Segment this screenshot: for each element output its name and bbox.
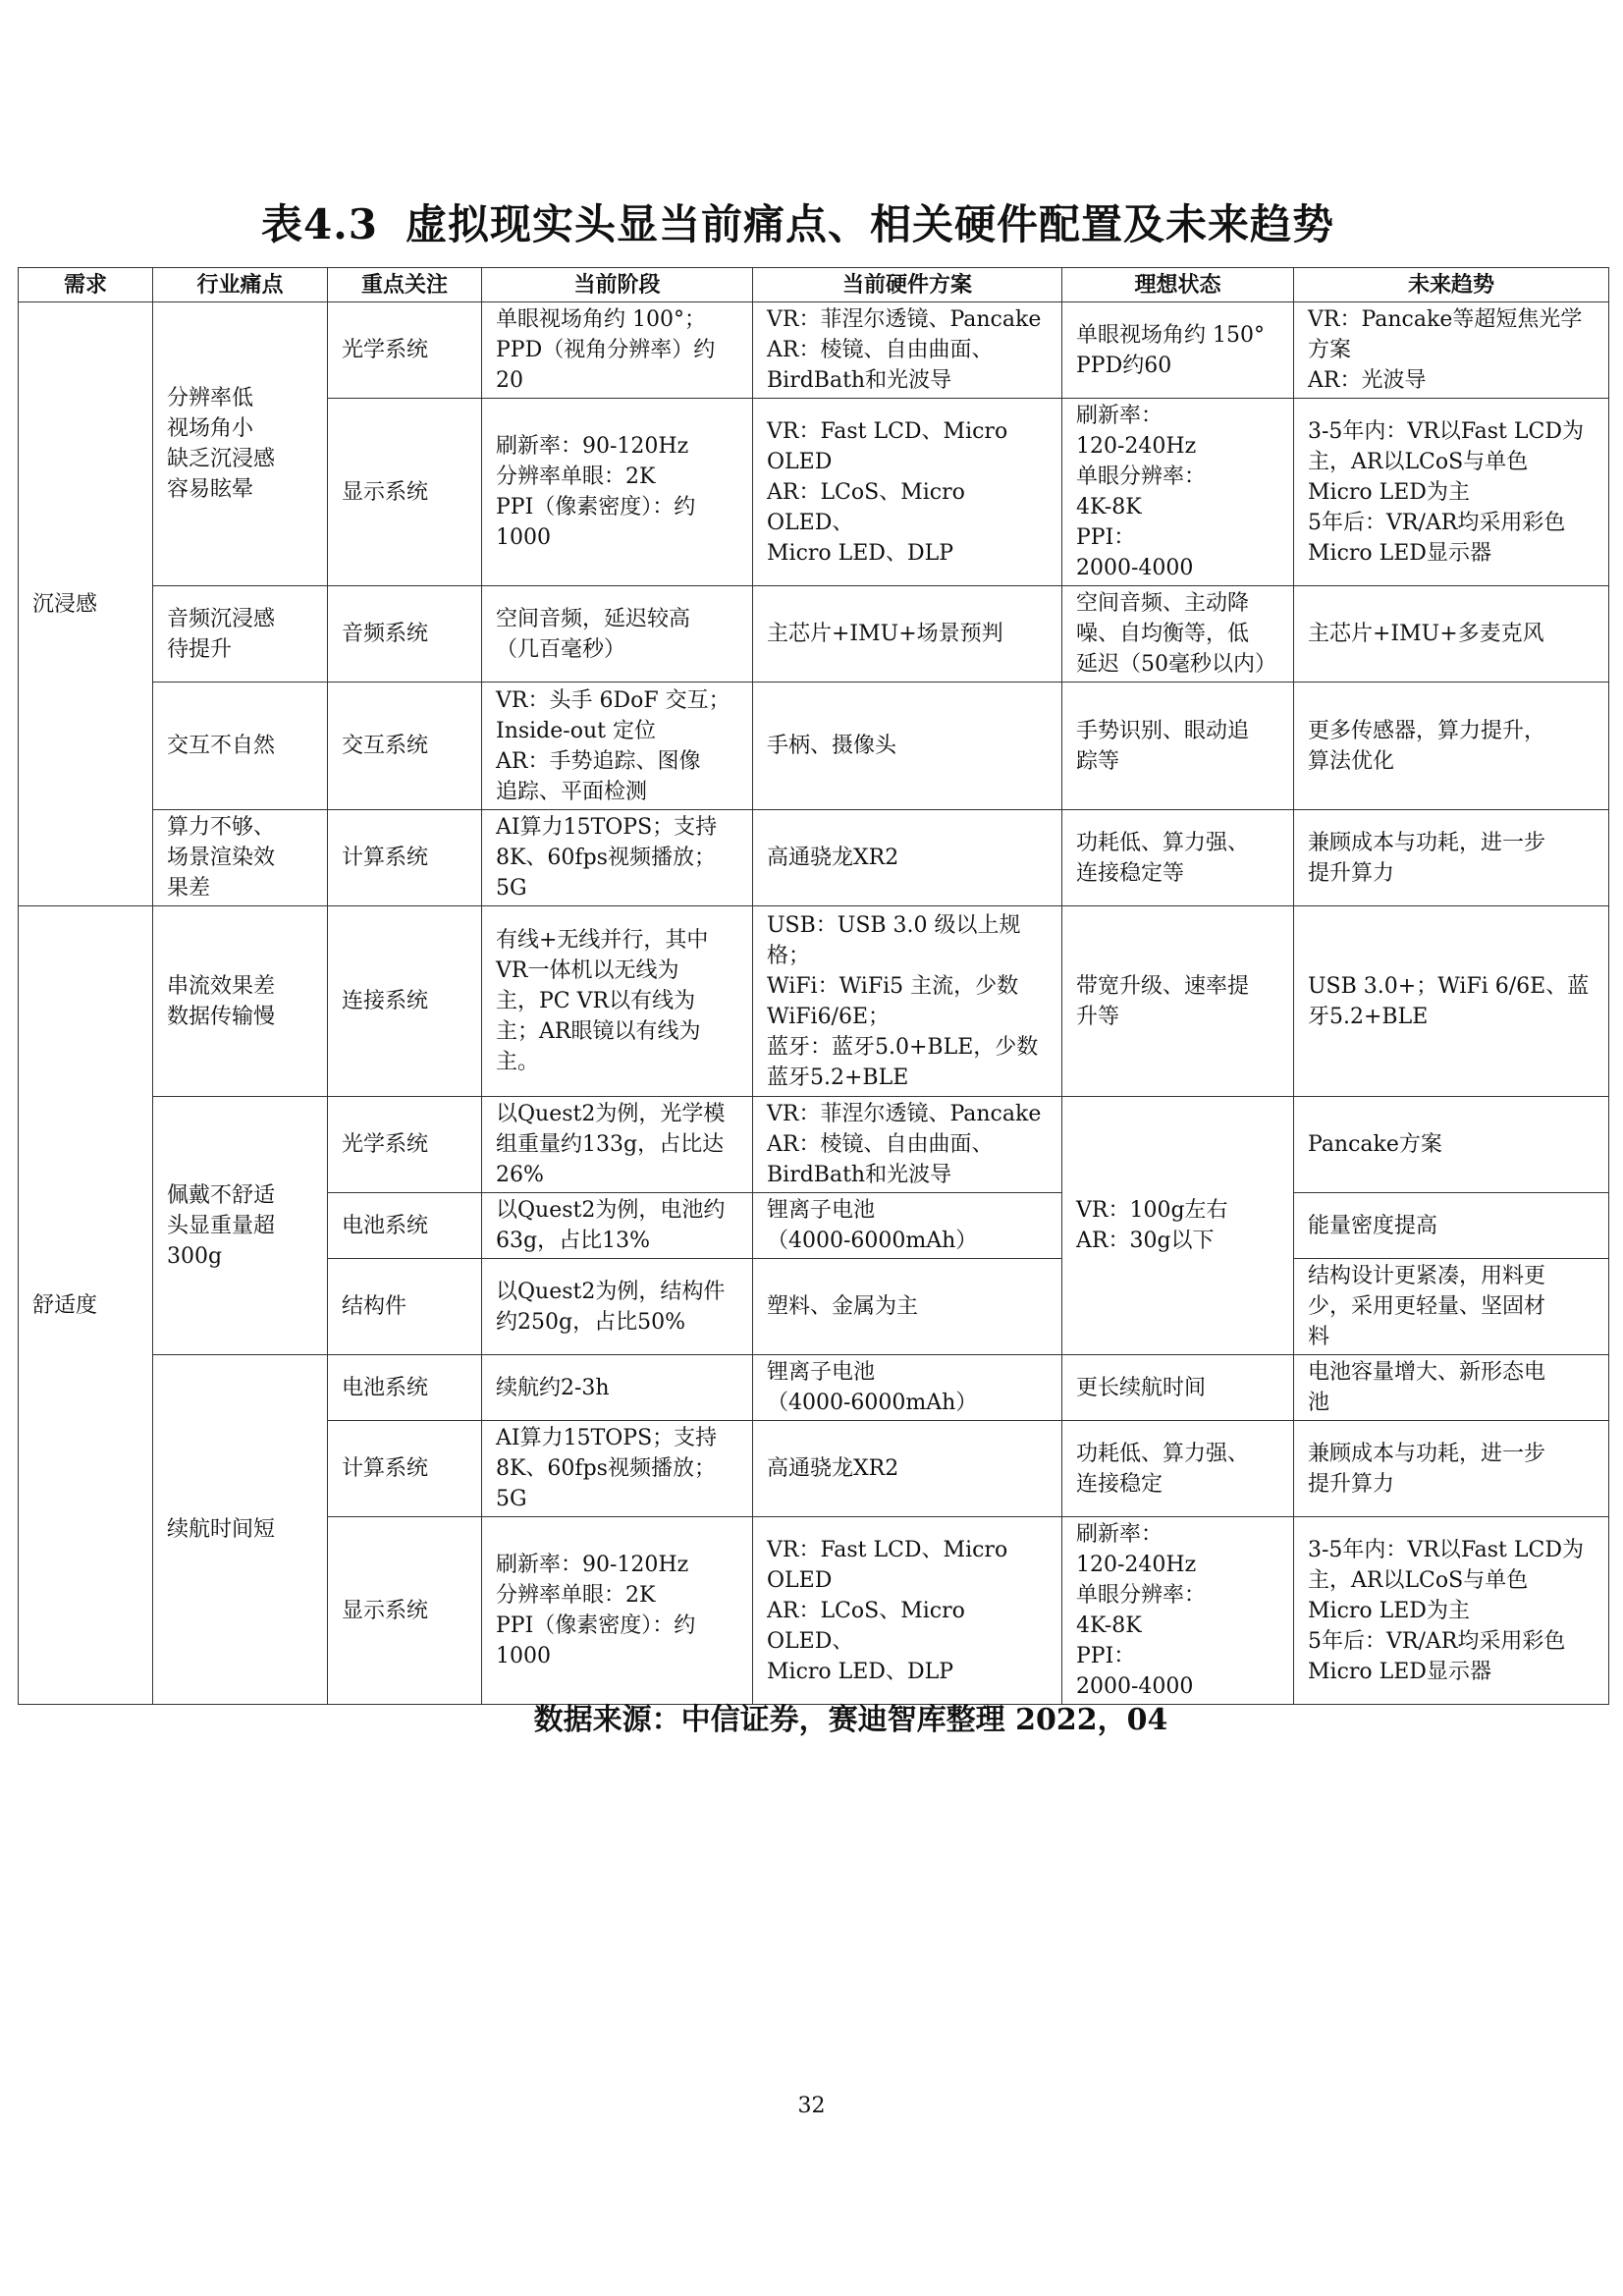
pain-point-cell: 佩戴不舒适 头显重量超 300g <box>153 1097 328 1355</box>
ideal-state-cell: 更长续航时间 <box>1062 1355 1294 1421</box>
table-row <box>19 810 1609 906</box>
pain-point-cell: 串流效果差 数据传输慢 <box>153 906 328 1097</box>
header-row <box>19 268 1609 302</box>
demand-cell: 舒适度 <box>19 906 153 1705</box>
focus-cell: 显示系统 <box>328 1517 482 1705</box>
future-trend-cell: 3-5年内：VR以Fast LCD为 主，AR以LCoS与单色 Micro LED为主 5年后：VR/AR均采用彩色 Micro LED显示器 <box>1294 399 1609 586</box>
ideal-state-cell: 手势识别、眼动追 踪等 <box>1062 683 1294 810</box>
current-stage-cell: 刷新率：90-120Hz 分辨率单眼：2K PPI（像素密度）：约 1000 <box>482 1517 753 1705</box>
hardware-cell: 高通骁龙XR2 <box>753 1421 1062 1517</box>
hardware-cell: 锂离子电池 （4000-6000mAh） <box>753 1193 1062 1259</box>
current-stage-cell: AI算力15TOPS；支持 8K、60fps视频播放； 5G <box>482 1421 753 1517</box>
hardware-cell: USB：USB 3.0 级以上规 格； WiFi：WiFi5 主流，少数 WiFi6/6E； 蓝牙：蓝牙5.0+BLE，少数 蓝牙5.2+BLE <box>753 906 1062 1097</box>
pain-point-cell: 音频沉浸感 待提升 <box>153 586 328 683</box>
future-trend-cell: 兼顾成本与功耗，进一步 提升算力 <box>1294 1421 1609 1517</box>
future-trend-cell: 兼顾成本与功耗，进一步 提升算力 <box>1294 810 1609 906</box>
focus-cell: 光学系统 <box>328 1097 482 1193</box>
future-trend-cell: 主芯片+IMU+多麦克风 <box>1294 586 1609 683</box>
current-stage-cell: VR：头手 6DoF 交互； Inside-out 定位 AR：手势追踪、图像 追踪、平面检测 <box>482 683 753 810</box>
current-stage-cell: 以Quest2为例，结构件 约250g，占比50% <box>482 1259 753 1355</box>
table-row <box>19 1355 1609 1421</box>
header-cell: 行业痛点 <box>153 268 328 302</box>
header-cell: 需求 <box>19 268 153 302</box>
current-stage-cell: 有线+无线并行，其中 VR一体机以无线为 主，PC VR以有线为 主；AR眼镜以有线为 主。 <box>482 906 753 1097</box>
ideal-state-cell: 刷新率： 120-240Hz 单眼分辨率： 4K-8K PPI： 2000-4000 <box>1062 1517 1294 1705</box>
current-stage-cell: 刷新率：90-120Hz 分辨率单眼：2K PPI（像素密度）：约 1000 <box>482 399 753 586</box>
table-row <box>19 906 1609 1097</box>
table-row <box>19 1097 1609 1193</box>
ideal-state-cell: 带宽升级、速率提 升等 <box>1062 906 1294 1097</box>
focus-cell: 交互系统 <box>328 683 482 810</box>
hardware-cell: VR：Fast LCD、Micro OLED AR：LCoS、Micro OLED、 Micro LED、DLP <box>753 1517 1062 1705</box>
header-cell: 未来趋势 <box>1294 268 1609 302</box>
focus-cell: 计算系统 <box>328 1421 482 1517</box>
focus-cell: 连接系统 <box>328 906 482 1097</box>
demand-cell: 沉浸感 <box>19 302 153 906</box>
header-cell: 当前阶段 <box>482 268 753 302</box>
hardware-cell: 塑料、金属为主 <box>753 1259 1062 1355</box>
pain-point-cell: 交互不自然 <box>153 683 328 810</box>
table-title-text: 虚拟现实头显当前痛点、相关硬件配置及未来趋势 <box>406 200 1335 248</box>
focus-cell: 光学系统 <box>328 302 482 399</box>
trends-table <box>18 267 1609 1705</box>
pain-point-cell: 续航时间短 <box>153 1355 328 1705</box>
table-row <box>19 586 1609 683</box>
pain-point-cell: 分辨率低 视场角小 缺乏沉浸感 容易眩晕 <box>153 302 328 586</box>
page-number: 32 <box>797 2094 826 2118</box>
future-trend-cell: 电池容量增大、新形态电 池 <box>1294 1355 1609 1421</box>
hardware-cell: VR：菲涅尔透镜、Pancake AR：棱镜、自由曲面、 BirdBath和光波导 <box>753 302 1062 399</box>
current-stage-cell: 空间音频，延迟较高 （几百毫秒） <box>482 586 753 683</box>
focus-cell: 电池系统 <box>328 1355 482 1421</box>
header-cell: 当前硬件方案 <box>753 268 1062 302</box>
data-source-note: 数据来源：中信证券，赛迪智库整理 2022，04 <box>533 1703 1168 1737</box>
current-stage-cell: AI算力15TOPS；支持 8K、60fps视频播放； 5G <box>482 810 753 906</box>
hardware-cell: 锂离子电池 （4000-6000mAh） <box>753 1355 1062 1421</box>
hardware-cell: VR：菲涅尔透镜、Pancake AR：棱镜、自由曲面、 BirdBath和光波导 <box>753 1097 1062 1193</box>
ideal-state-cell: 单眼视场角约 150° PPD约60 <box>1062 302 1294 399</box>
focus-cell: 计算系统 <box>328 810 482 906</box>
focus-cell: 显示系统 <box>328 399 482 586</box>
hardware-cell: 手柄、摄像头 <box>753 683 1062 810</box>
hardware-cell: VR：Fast LCD、Micro OLED AR：LCoS、Micro OLED、 Micro LED、DLP <box>753 399 1062 586</box>
header-cell: 重点关注 <box>328 268 482 302</box>
header-cell: 理想状态 <box>1062 268 1294 302</box>
future-trend-cell: 更多传感器，算力提升， 算法优化 <box>1294 683 1609 810</box>
pain-point-cell: 算力不够、 场景渲染效 果差 <box>153 810 328 906</box>
table-number: 表4.3 <box>260 200 379 248</box>
focus-cell: 电池系统 <box>328 1193 482 1259</box>
ideal-state-cell: VR：100g左右 AR：30g以下 <box>1062 1097 1294 1355</box>
hardware-cell: 主芯片+IMU+场景预判 <box>753 586 1062 683</box>
future-trend-cell: USB 3.0+；WiFi 6/6E、蓝 牙5.2+BLE <box>1294 906 1609 1097</box>
future-trend-cell: VR：Pancake等超短焦光学 方案 AR：光波导 <box>1294 302 1609 399</box>
ideal-state-cell: 空间音频、主动降 噪、自均衡等，低 延迟（50毫秒以内） <box>1062 586 1294 683</box>
current-stage-cell: 续航约2-3h <box>482 1355 753 1421</box>
current-stage-cell: 单眼视场角约 100°； PPD（视角分辨率）约 20 <box>482 302 753 399</box>
future-trend-cell: 3-5年内：VR以Fast LCD为 主，AR以LCoS与单色 Micro LED为主 5年后：VR/AR均采用彩色 Micro LED显示器 <box>1294 1517 1609 1705</box>
table-row <box>19 302 1609 399</box>
future-trend-cell: 能量密度提高 <box>1294 1193 1609 1259</box>
focus-cell: 音频系统 <box>328 586 482 683</box>
ideal-state-cell: 功耗低、算力强、 连接稳定 <box>1062 1421 1294 1517</box>
future-trend-cell: Pancake方案 <box>1294 1097 1609 1193</box>
ideal-state-cell: 刷新率： 120-240Hz 单眼分辨率： 4K-8K PPI： 2000-4000 <box>1062 399 1294 586</box>
current-stage-cell: 以Quest2为例，光学模 组重量约133g，占比达 26% <box>482 1097 753 1193</box>
future-trend-cell: 结构设计更紧凑，用料更 少，采用更轻量、坚固材 料 <box>1294 1259 1609 1355</box>
table-row <box>19 683 1609 810</box>
current-stage-cell: 以Quest2为例，电池约 63g，占比13% <box>482 1193 753 1259</box>
table-title <box>0 192 1623 251</box>
hardware-cell: 高通骁龙XR2 <box>753 810 1062 906</box>
ideal-state-cell: 功耗低、算力强、 连接稳定等 <box>1062 810 1294 906</box>
focus-cell: 结构件 <box>328 1259 482 1355</box>
